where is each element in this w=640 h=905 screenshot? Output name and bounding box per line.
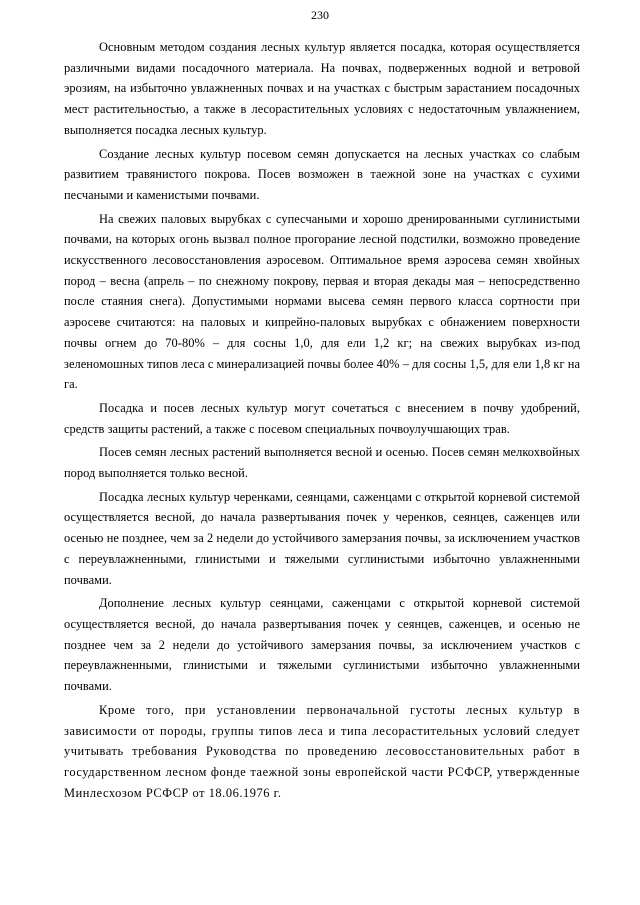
paragraph-fertilizers: Посадка и посев лесных культур могут сочетаться с внесением в почву удобрений, средств защиты растений, а также с посевом специальных почвоулучшающих трав. [64, 400, 580, 436]
paragraph-supplementing-cultures: Дополнение лесных культур сеянцами, саженцами с открытой корневой системой осуществляется весной, до начала развертывания почек у сеянцев, саженцев, и осенью не позднее чем за 2 недели до устойчивого замерзания почвы, за исключением участков с переувлажненными, глинистыми и тяжелыми суглинистыми избыточно увлажненными почвами. [64, 596, 580, 694]
paragraph-sowing-conditions: Создание лесных культур посевом семян допускается на лесных участках со слабым развитием травянистого покрова. Посев возможен в таежной зоне на участках с сухими песчаными и каменистыми почвами. [64, 146, 580, 202]
page-number: 230 [311, 8, 329, 22]
document-body [64, 37, 580, 806]
paragraph-aerial-sowing: На свежих паловых вырубках с супесчаными и хорошо дренированными суглинистыми почвами, на которых огонь вызвал полное прогорание лесной подстилки, возможно проведение искусственного лесовосстановления аэросевом. Оптимальное время аэросева семян хвойных пород – весна (апрель – по снежному покрову, первая и вторая декады мая – непосредственно после стаяния снега). Допустимыми нормами высева семян первого класса сортности при аэросеве считаются: на паловых и кипрейно-паловых вырубках с обнажением поверхности почвы огнем до 70-80% – для сосны 1,0, для ели 1,2 кг; на свежих вырубках из-под зеленомошных типов леса с минерализацией почвы более 40% – для сосны 1,5, для ели 1,8 кг на га. [64, 211, 580, 392]
paragraph-planting-methods: Основным методом создания лесных культур является посадка, которая осуществляется различными видами посадочного материала. На почвах, подверженных водной и ветровой эрозиям, на избыточно увлажненных почвах и на участках с быстрым зарастанием посадочных мест растительностью, а также в лесорастительных условиях с недостаточным увлажнением, выполняется посадка лесных культур. [64, 40, 580, 137]
paragraph-planting-timing: Посадка лесных культур черенками, сеянцами, саженцами с открытой корневой системой осуществляется весной, до начала развертывания почек у черенков, сеянцев, саженцев или осенью не позднее, чем за 2 недели до устойчивого замерзания почвы, за исключением участков с переувлажненными, глинистыми и тяжелыми суглинистыми избыточно увлажненными почвами. [64, 489, 580, 587]
paragraph-initial-density: Кроме того, при установлении первоначальной густоты лесных культур в зависимости от породы, группы типов леса и типа лесорастительных условий следует учитывать требования Руководства по проведению лесовосстановительных работ в государственном лесном фонде таежной зоны европейской части РСФСР, утвержденные Минлесхозом РСФСР от 18.06.1976 г. [64, 702, 580, 800]
paragraph-sowing-seasons: Посев семян лесных растений выполняется весной и осенью. Посев семян мелкохвойных пород выполняется только весной. [64, 445, 580, 481]
